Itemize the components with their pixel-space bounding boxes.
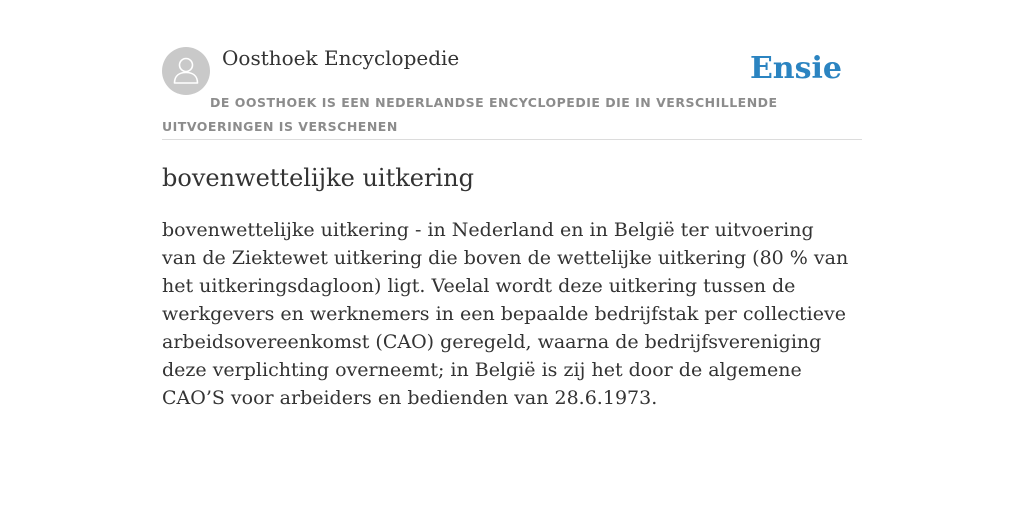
entry-title: bovenwettelijke uitkering	[162, 164, 474, 192]
user-icon-graphic	[162, 47, 210, 95]
brand-logo[interactable]: Ensie	[749, 51, 842, 86]
entry-body: bovenwettelijke uitkering - in Nederland en in België ter uitvoering van de Ziektewet uitkering die boven de wettelijke uitkering (80 % van het uitkeringsdagloon) ligt. Veelal wordt deze uitkering tussen de werkgevers en werknemers in een bepaalde bedrijfstak per collectieve arbeidsovereenkomst (CAO) geregeld, waarna de bedrijfsvereniging deze verplichting overneemt; in België is zij het door de algemene CAO’S voor arbeiders en bedienden van 28.6.1973.	[162, 219, 849, 409]
page-header	[162, 0, 862, 140]
site-tagline: DE OOSTHOEK IS EEN NEDERLANDSE ENCYCLOPEDIE DIE IN VERSCHILLENDE UITVOERINGEN IS VERSCHENEN	[162, 95, 778, 134]
site-name[interactable]: Oosthoek Encyclopedie	[222, 46, 460, 70]
user-icon[interactable]	[162, 47, 210, 95]
content-container	[162, 0, 862, 409]
